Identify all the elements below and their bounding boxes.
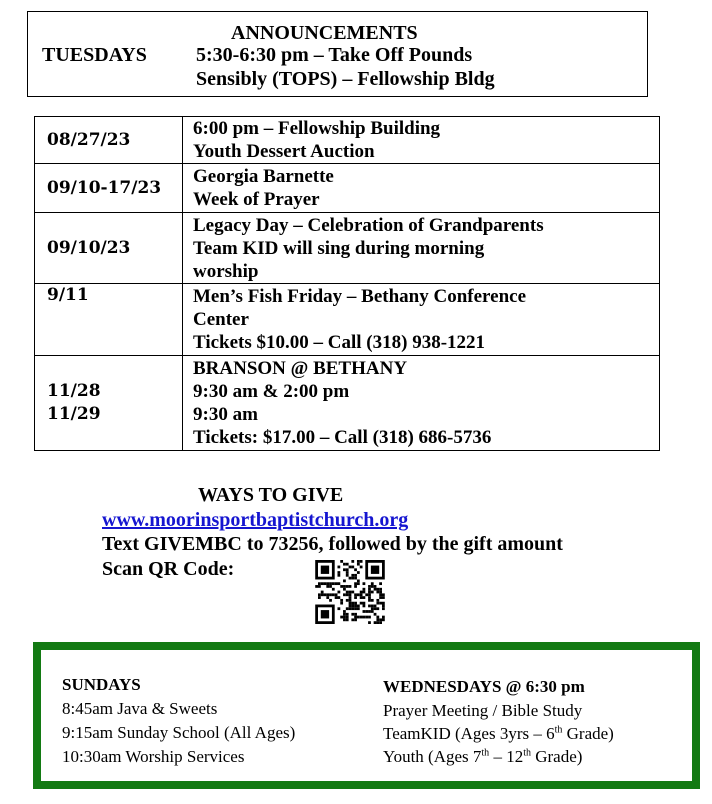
qr-module xyxy=(368,585,371,588)
qr-module xyxy=(346,599,349,602)
tops-line-1: 5:30-6:30 pm – Take Off Pounds xyxy=(196,44,473,66)
qr-module xyxy=(326,585,329,588)
qr-module xyxy=(329,599,332,602)
qr-module xyxy=(318,593,321,596)
qr-module xyxy=(349,605,352,608)
event-date xyxy=(35,117,183,164)
event-details xyxy=(183,117,660,164)
qr-module xyxy=(351,613,354,616)
qr-module xyxy=(332,588,335,591)
qr-module xyxy=(349,593,352,596)
event-details xyxy=(183,356,660,451)
qr-module xyxy=(376,616,379,619)
qr-module xyxy=(379,593,382,596)
qr-module xyxy=(379,618,382,621)
item-text: – 12 xyxy=(489,747,524,766)
qr-module xyxy=(365,616,368,619)
qr-module xyxy=(351,602,354,605)
qr-module xyxy=(343,568,346,571)
qr-module xyxy=(349,566,352,569)
qr-module xyxy=(376,588,379,591)
event-details xyxy=(183,213,660,284)
qr-module xyxy=(321,566,329,574)
qr-module xyxy=(349,585,352,588)
qr-module xyxy=(360,560,363,563)
qr-module xyxy=(324,582,327,585)
qr-module xyxy=(321,582,324,585)
qr-module xyxy=(379,591,382,594)
ways-to-give-title: WAYS TO GIVE xyxy=(198,484,344,506)
qr-module xyxy=(337,566,340,569)
qr-module xyxy=(351,577,354,580)
qr-module xyxy=(354,568,357,571)
qr-module xyxy=(321,591,324,594)
scan-qr-label: Scan QR Code: xyxy=(102,558,235,580)
qr-module xyxy=(354,585,357,588)
date-text: 9/11 xyxy=(47,285,89,305)
qr-module xyxy=(349,607,352,610)
qr-module xyxy=(360,596,363,599)
sunday-item: 10:30am Worship Services xyxy=(62,747,245,766)
date-text: 09/10-17/23 xyxy=(47,177,162,198)
qr-module xyxy=(340,602,343,605)
qr-module xyxy=(360,616,363,619)
qr-module xyxy=(382,602,385,605)
event-row xyxy=(35,356,660,451)
qr-module xyxy=(321,593,324,596)
qr-module xyxy=(349,596,352,599)
qr-module xyxy=(363,602,366,605)
event-details xyxy=(183,164,660,213)
church-website-link[interactable]: www.moorinsportbaptistchurch.org xyxy=(102,509,409,531)
qr-module xyxy=(351,574,354,577)
qr-module xyxy=(318,582,321,585)
detail-line: Legacy Day – Celebration of Grandparents xyxy=(193,214,544,236)
qr-module xyxy=(346,613,349,616)
qr-module xyxy=(351,618,354,621)
qr-module xyxy=(335,582,338,585)
qr-module xyxy=(357,582,360,585)
detail-line: Men’s Fish Friday – Bethany Conference xyxy=(193,286,527,307)
event-row xyxy=(35,284,660,356)
qr-module xyxy=(379,596,382,599)
qr-module xyxy=(376,618,379,621)
qr-module xyxy=(363,588,366,591)
qr-module xyxy=(343,585,346,588)
qr-module xyxy=(376,602,379,605)
qr-module xyxy=(357,560,360,563)
date-text: 11/28 xyxy=(47,381,101,401)
qr-module xyxy=(371,610,374,613)
events-table xyxy=(34,116,660,451)
qr-module xyxy=(346,571,349,574)
qr-module xyxy=(326,582,329,585)
qr-module xyxy=(374,588,377,591)
detail-line: 9:30 am & 2:00 pm xyxy=(193,381,350,402)
date-text: 09/10/23 xyxy=(47,237,131,258)
wednesday-item xyxy=(383,722,614,746)
qr-module xyxy=(337,596,340,599)
qr-module xyxy=(379,602,382,605)
qr-module xyxy=(371,605,374,608)
qr-module xyxy=(351,591,354,594)
qr-module xyxy=(349,591,352,594)
item-text: Youth (Ages 7 xyxy=(383,747,482,766)
qr-module xyxy=(371,607,374,610)
qr-module xyxy=(360,593,363,596)
text-to-give: Text GIVEMBC to 73256, followed by the gift amount xyxy=(102,533,563,555)
qr-module xyxy=(374,585,377,588)
qr-module xyxy=(354,607,357,610)
qr-module xyxy=(354,596,357,599)
qr-module xyxy=(368,610,371,613)
qr-module xyxy=(329,582,332,585)
qr-module xyxy=(315,585,318,588)
qr-module xyxy=(354,577,357,580)
qr-module xyxy=(371,566,379,574)
qr-module xyxy=(354,613,357,616)
qr-module xyxy=(340,585,343,588)
qr-module xyxy=(346,593,349,596)
qr-module xyxy=(343,563,346,566)
qr-module xyxy=(351,566,354,569)
qr-module xyxy=(346,591,349,594)
qr-module xyxy=(326,596,329,599)
qr-module xyxy=(346,563,349,566)
qr-module xyxy=(363,616,366,619)
qr-module xyxy=(332,582,335,585)
qr-module xyxy=(363,605,366,608)
qr-module xyxy=(368,605,371,608)
qr-module xyxy=(346,574,349,577)
qr-module xyxy=(368,599,371,602)
qr-module xyxy=(368,596,371,599)
wednesdays-title: WEDNESDAYS @ 6:30 pm xyxy=(383,677,585,696)
event-date xyxy=(35,284,183,356)
qr-module xyxy=(382,605,385,608)
qr-module xyxy=(382,607,385,610)
detail-line: 9:30 am xyxy=(193,404,258,425)
qr-module xyxy=(376,607,379,610)
qr-module xyxy=(357,593,360,596)
qr-module xyxy=(368,616,371,619)
qr-module xyxy=(343,593,346,596)
qr-module xyxy=(340,599,343,602)
qr-module xyxy=(337,574,340,577)
qr-module xyxy=(351,605,354,608)
qr-module xyxy=(354,582,357,585)
qr-module xyxy=(382,596,385,599)
qr-module xyxy=(382,616,385,619)
detail-line: 6:00 pm – Fellowship Building xyxy=(193,118,441,139)
qr-module xyxy=(357,563,360,566)
qr-module xyxy=(376,621,379,624)
qr-module xyxy=(321,610,329,618)
qr-module xyxy=(343,610,346,613)
qr-module xyxy=(363,582,366,585)
qr-module xyxy=(360,591,363,594)
qr-module xyxy=(354,616,357,619)
qr-module xyxy=(368,621,371,624)
qr-module xyxy=(329,585,332,588)
qr-module xyxy=(357,571,360,574)
qr-module xyxy=(360,602,363,605)
superscript: th xyxy=(523,747,531,759)
event-row xyxy=(35,164,660,213)
qr-module xyxy=(337,607,340,610)
superscript: th xyxy=(481,747,490,759)
event-row xyxy=(35,117,660,164)
qr-module xyxy=(357,616,360,619)
tops-line-2: Sensibly (TOPS) – Fellowship Bldg xyxy=(196,68,495,90)
qr-module xyxy=(376,591,379,594)
qr-module xyxy=(371,582,374,585)
qr-module xyxy=(351,560,354,563)
qr-code-icon[interactable] xyxy=(315,560,385,624)
qr-module xyxy=(340,616,343,619)
qr-module xyxy=(379,588,382,591)
announcements-title: ANNOUNCEMENTS xyxy=(231,22,418,44)
event-date xyxy=(35,164,183,213)
detail-line: Team KID will sing during morning xyxy=(193,237,485,259)
qr-module xyxy=(365,610,368,613)
qr-module xyxy=(349,577,352,580)
qr-module xyxy=(343,613,346,616)
qr-module xyxy=(371,585,374,588)
qr-module xyxy=(368,588,371,591)
qr-module xyxy=(374,613,377,616)
event-date xyxy=(35,356,183,451)
qr-module xyxy=(357,579,360,582)
qr-module xyxy=(329,593,332,596)
qr-module xyxy=(335,593,338,596)
event-date xyxy=(35,213,183,284)
qr-module xyxy=(371,591,374,594)
detail-line: Youth Dessert Auction xyxy=(193,141,375,162)
qr-module xyxy=(349,602,352,605)
qr-module xyxy=(357,607,360,610)
qr-module xyxy=(354,618,357,621)
qr-module xyxy=(337,571,340,574)
qr-module xyxy=(368,591,371,594)
detail-line: Georgia Barnette xyxy=(193,166,334,187)
qr-module xyxy=(332,593,335,596)
qr-module xyxy=(357,605,360,608)
tuesdays-label: TUESDAYS xyxy=(42,44,147,66)
qr-module xyxy=(374,605,377,608)
event-row xyxy=(35,213,660,284)
qr-module xyxy=(374,607,377,610)
sunday-item: 8:45am Java & Sweets xyxy=(62,699,218,718)
detail-line: Center xyxy=(193,309,249,330)
qr-module xyxy=(354,593,357,596)
qr-module xyxy=(363,596,366,599)
qr-module xyxy=(346,618,349,621)
qr-module xyxy=(343,579,346,582)
qr-module xyxy=(346,585,349,588)
qr-module xyxy=(343,616,346,619)
detail-line: Tickets $10.00 – Call (318) 938-1221 xyxy=(193,332,486,353)
wednesday-item: Prayer Meeting / Bible Study xyxy=(383,701,583,720)
date-text: 11/29 xyxy=(47,404,101,424)
qr-module xyxy=(379,621,382,624)
qr-module xyxy=(346,607,349,610)
qr-module xyxy=(335,596,338,599)
qr-module xyxy=(337,591,340,594)
qr-module xyxy=(318,585,321,588)
qr-module xyxy=(354,602,357,605)
qr-module xyxy=(368,593,371,596)
superscript: th xyxy=(554,724,563,736)
qr-module xyxy=(374,621,377,624)
qr-module xyxy=(379,582,382,585)
qr-module xyxy=(354,574,357,577)
qr-module xyxy=(351,607,354,610)
item-text: TeamKID (Ages 3yrs – 6 xyxy=(383,724,555,743)
qr-module xyxy=(318,596,321,599)
qr-module xyxy=(349,599,352,602)
detail-line: worship xyxy=(193,260,259,282)
detail-line: BRANSON @ BETHANY xyxy=(193,358,408,379)
qr-module xyxy=(340,560,343,563)
qr-module xyxy=(343,588,346,591)
qr-module xyxy=(324,593,327,596)
qr-module xyxy=(346,568,349,571)
qr-module xyxy=(326,593,329,596)
qr-module xyxy=(343,618,346,621)
qr-module xyxy=(354,605,357,608)
wednesday-item xyxy=(383,745,582,769)
qr-module xyxy=(382,593,385,596)
qr-module xyxy=(337,582,340,585)
item-text: Grade) xyxy=(530,747,583,766)
item-text: Grade) xyxy=(562,724,614,743)
qr-module xyxy=(363,610,366,613)
qr-module xyxy=(376,599,379,602)
detail-line: Week of Prayer xyxy=(193,189,320,210)
qr-module xyxy=(382,618,385,621)
qr-module xyxy=(365,593,368,596)
date-text: 08/27/23 xyxy=(47,129,131,150)
sunday-item: 9:15am Sunday School (All Ages) xyxy=(62,723,296,742)
qr-module xyxy=(360,566,363,569)
qr-module xyxy=(346,616,349,619)
qr-module xyxy=(371,599,374,602)
detail-line: Tickets: $17.00 – Call (318) 686-5736 xyxy=(193,427,492,448)
qr-module xyxy=(363,591,366,594)
sundays-title: SUNDAYS xyxy=(62,675,141,694)
event-details xyxy=(183,284,660,356)
